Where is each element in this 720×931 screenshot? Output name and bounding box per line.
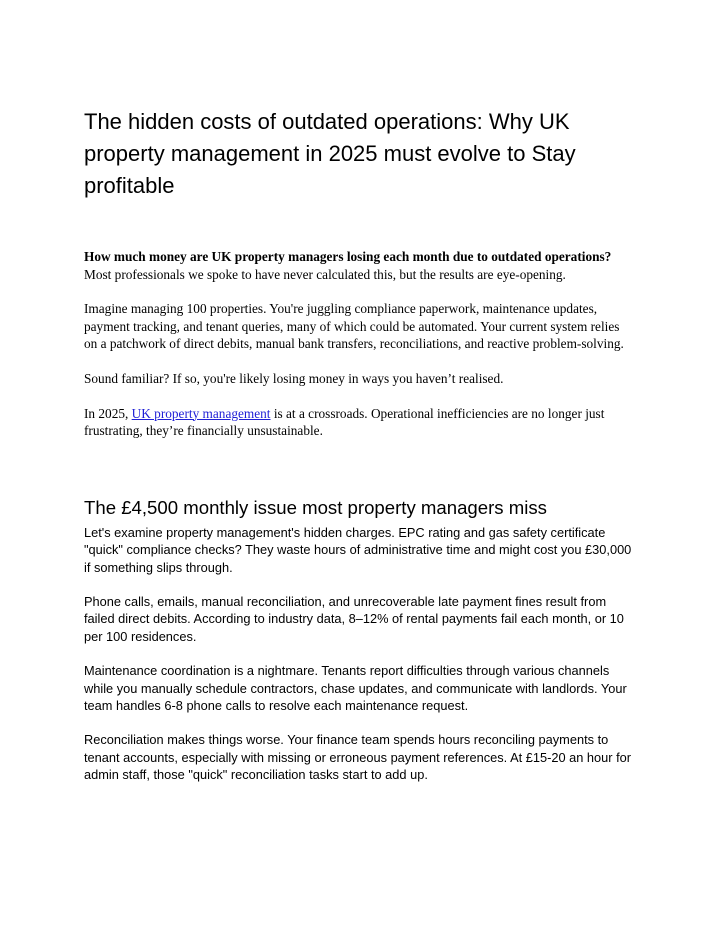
section-body — [84, 524, 640, 784]
page-title: The hidden costs of outdated operations: Why UK property management in 2025 must evolve to Stay profitable — [84, 109, 576, 198]
paragraph-sound-familiar: Sound familiar? If so, you're likely losing money in ways you haven’t realised. — [84, 370, 504, 386]
paragraph-crossroads — [84, 405, 636, 440]
intro-lead-question: How much money are UK property managers losing each month due to outdated operations? — [84, 249, 612, 264]
section-paragraph-hidden-charges: Let's examine property management's hidden charges. EPC rating and gas safety certificate "quick" compliance checks? They waste hours of administrative time and might cost you £30,000 if something slips through. — [84, 524, 632, 575]
intro-lead-rest: Most professionals we spoke to have never calculated this, but the results are eye-opening. — [84, 266, 566, 282]
section-paragraph-failed-debits: Phone calls, emails, manual reconciliation, and unrecoverable late payment fines result from failed direct debits. According to industry data, 8–12% of rental payments fail each month, or 10 per 100 residences. — [84, 593, 624, 644]
section-heading: The £4,500 monthly issue most property managers miss — [84, 496, 547, 518]
section-paragraph-reconciliation: Reconciliation makes things worse. Your finance team spends hours reconciling payments to tenant accounts, especially with missing or erroneous payment references. At £15-20 an hour for admin staff, those "quick" reconciliation tasks start to add up. — [84, 732, 632, 783]
paragraph-imagine: Imagine managing 100 properties. You're juggling compliance paperwork, maintenance updates, payment tracking, and tenant queries, many of which could be automated. Your current system relies on a patchwork of direct debits, manual bank transfers, reconciliations, and reactive problem-solving. — [84, 301, 624, 352]
paragraph-crossroads-after: is at a crossroads. Operational inefficiencies are no longer just frustrating, they’re financially unsustainable. — [84, 405, 605, 439]
paragraph-crossroads-before: In 2025, — [84, 405, 132, 421]
intro-section — [84, 248, 636, 440]
intro-paragraph — [84, 248, 636, 283]
document-page — [84, 106, 640, 784]
uk-property-management-link[interactable]: UK property management — [131, 405, 271, 421]
section-paragraph-maintenance: Maintenance coordination is a nightmare. Tenants report difficulties through various channels while you manually schedule contractors, chase updates, and communicate with landlords. Your team handles 6-8 phone calls to resolve each maintenance request. — [84, 663, 627, 713]
